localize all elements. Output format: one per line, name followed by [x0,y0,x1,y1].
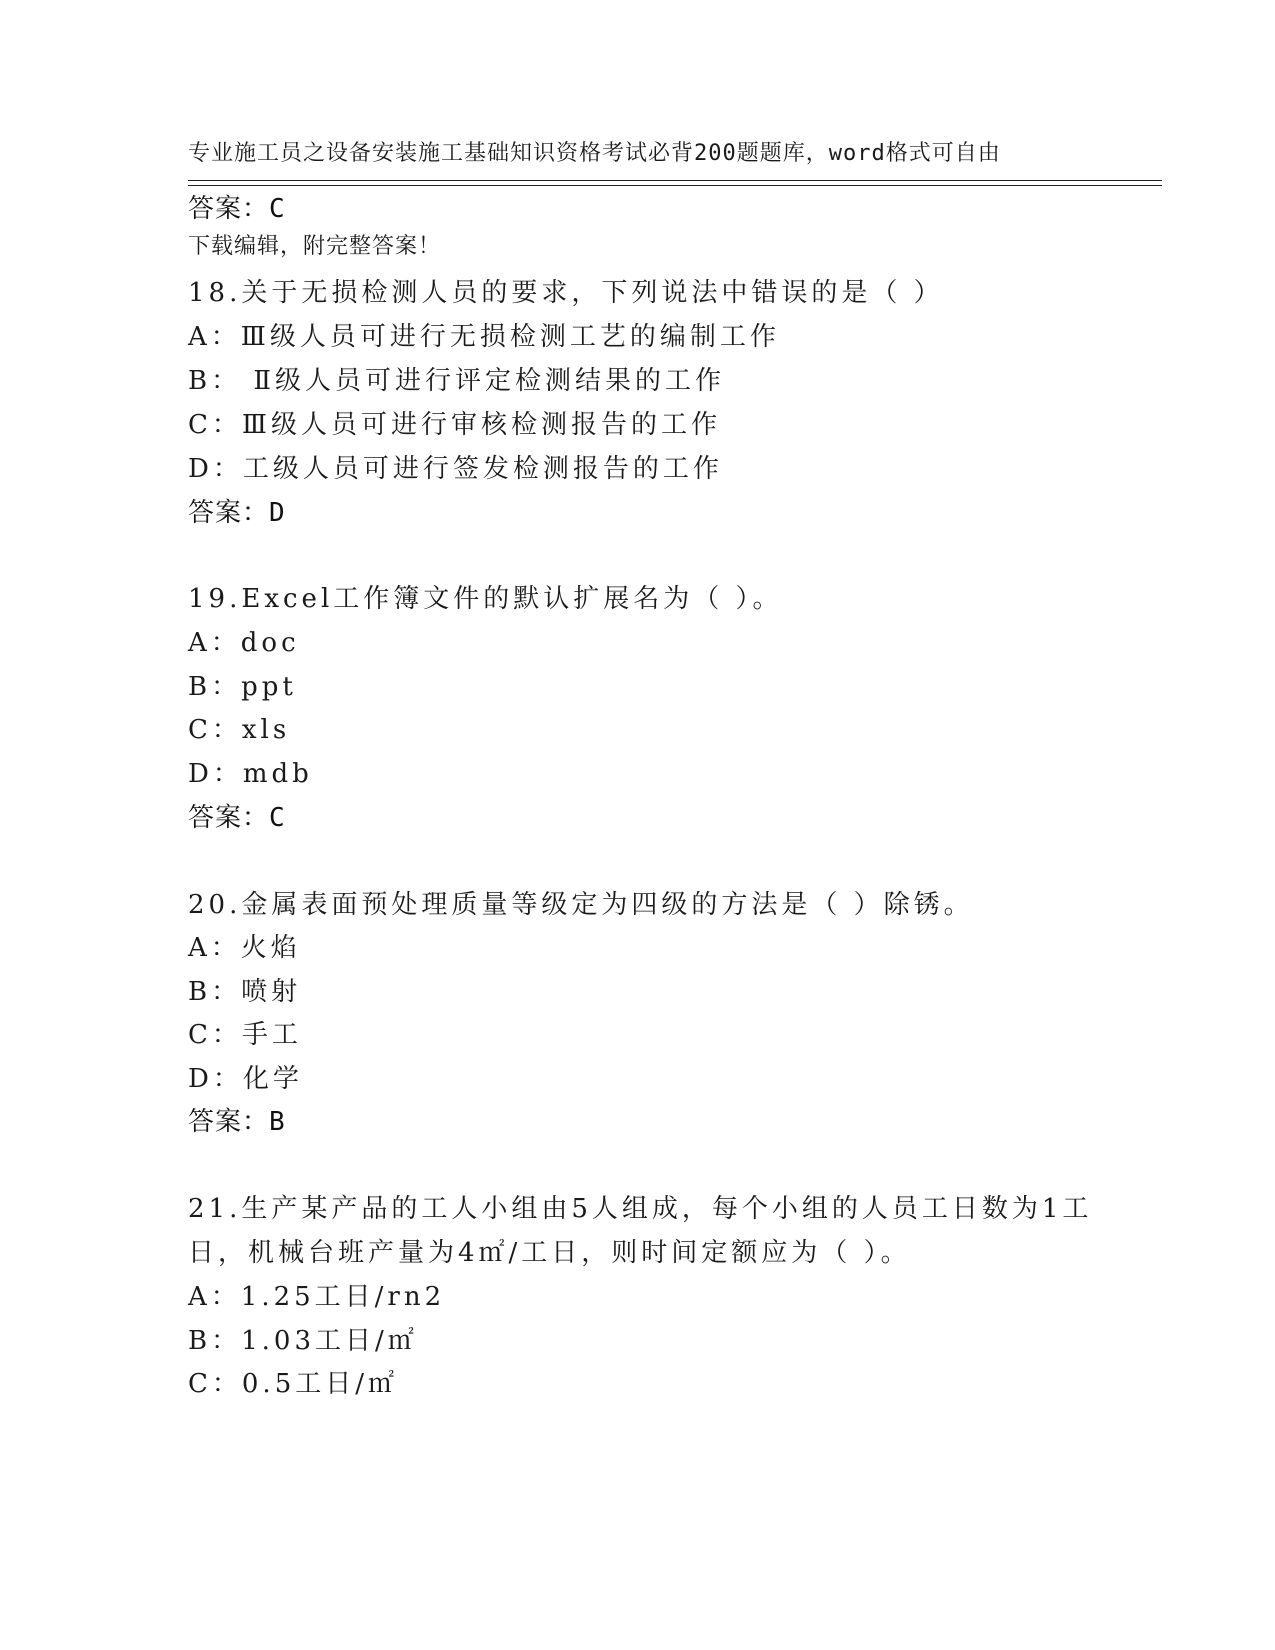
q20-answer: 答案：B [188,1107,286,1137]
q18-option-c: C：Ⅲ级人员可进行审核检测报告的工作 [188,410,721,440]
q18-option-b: B： Ⅱ级人员可进行评定检测结果的工作 [188,366,726,396]
q19-option-c: C：xls [188,715,291,745]
q20-stem: 20.金属表面预处理质量等级定为四级的方法是（ ）除锈。 [188,890,974,920]
q21-stem-line-2: 日，机械台班产量为4㎡/工日，则时间定额应为（ ）。 [188,1238,911,1268]
q20-option-d: D：化学 [188,1064,303,1094]
q18-option-a: A：Ⅲ级人员可进行无损检测工艺的编制工作 [188,322,780,352]
q21-stem-line-1: 21.生产某产品的工人小组由5人组成，每个小组的人员工日数为1工 [188,1194,1093,1224]
q21-option-c: C：0.5工日/㎡ [188,1369,399,1399]
q19-option-d: D：mdb [188,759,313,789]
q21-option-b: B：1.03工日/㎡ [188,1326,418,1356]
q18-answer: 答案：D [188,498,286,528]
q19-answer: 答案：C [188,803,286,833]
q20-option-a: A：火焰 [188,933,301,963]
q17-answer: 答案：C [188,194,286,224]
q18-stem: 18.关于无损检测人员的要求，下列说法中错误的是（ ） [188,278,944,308]
q19-option-a: A：doc [188,628,300,658]
header-rule-top [188,180,1162,181]
q21-option-a: A：1.25工日/rn2 [188,1282,446,1312]
header-rule-bottom [188,185,1162,186]
q20-option-b: B：喷射 [188,977,302,1007]
q20-option-c: C：手工 [188,1020,302,1050]
q18-option-d: D：工级人员可进行签发检测报告的工作 [188,454,723,484]
q19-stem: 19.Excel工作簿文件的默认扩展名为（ ）。 [188,584,783,614]
header-line-2: 下载编辑，附完整答案！ [188,234,442,259]
q19-option-b: B：ppt [188,672,297,702]
header-line-1: 专业施工员之设备安装施工基础知识资格考试必背200题题库，word格式可自由 [188,141,1001,166]
